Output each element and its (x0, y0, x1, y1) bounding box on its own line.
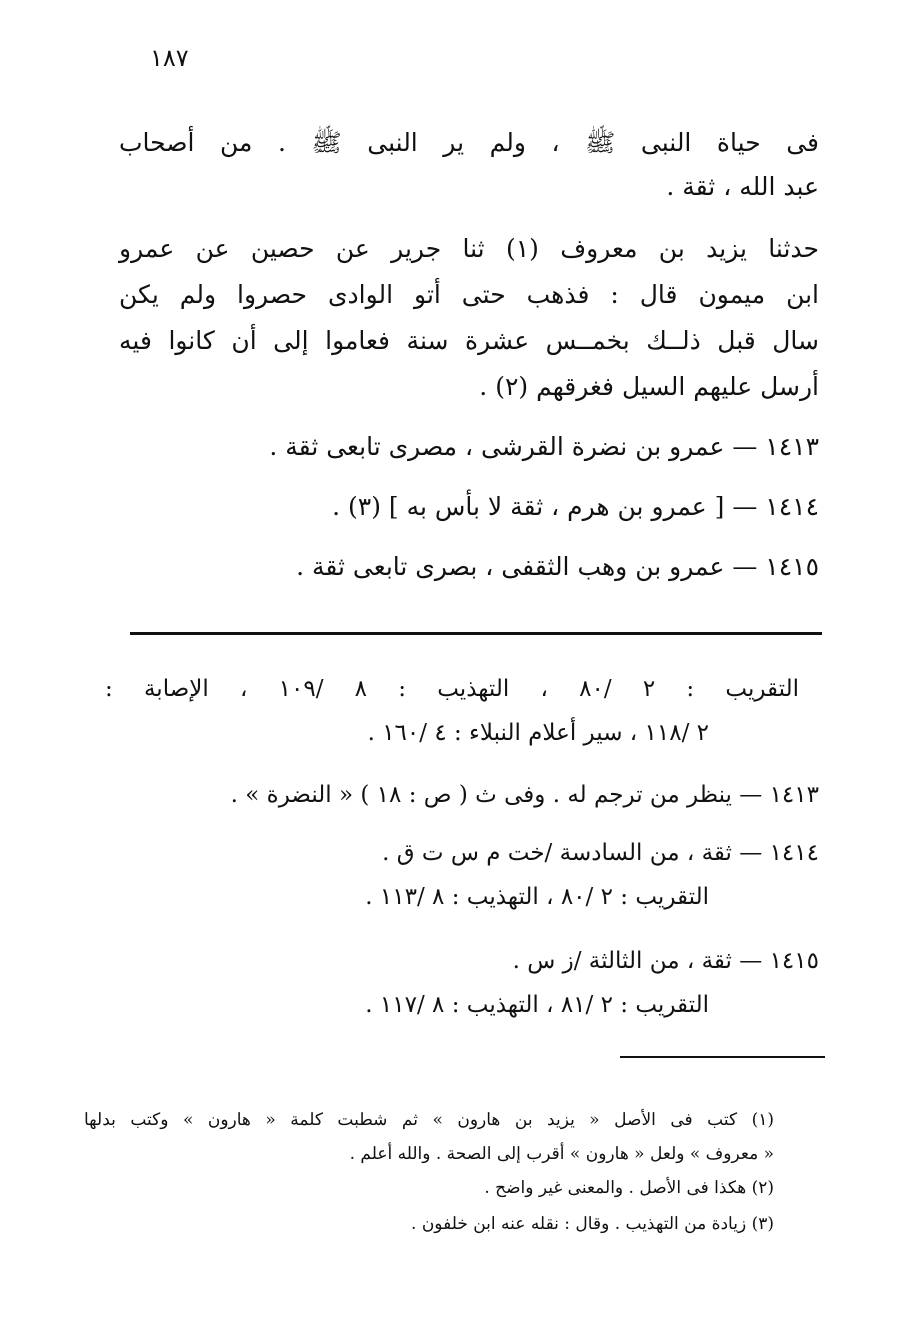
footnote: (١) كتب فى الأصل « يزيد بن هارون » ثم شطبت كلمة « هارون » وكتب بدلها (84, 1110, 774, 1130)
note-line: ٢ /١١٨ ، سير أعلام النبلاء : ٤ /١٦٠ . (367, 720, 709, 746)
main-line: حدثنا يزيد بن معروف (١) ثنا جرير عن حصين عن عمرو (119, 234, 819, 263)
note-line: التقريب : ٢ /٨١ ، التهذيب : ٨ /١١٧ . (365, 992, 709, 1018)
main-line: فى حياة النبى ﷺ ، ولم ير النبى ﷺ . من أصحاب (119, 128, 819, 157)
note-line: التقريب : ٢ /٨٠ ، التهذيب : ٨ /١٠٩ ، الإصابة : (105, 676, 800, 702)
main-line: سال قبل ذلــك بخمــس عشرة سنة فعاموا إلى أن كانوا فيه (119, 326, 819, 355)
note-line: التقريب : ٢ /٨٠ ، التهذيب : ٨ /١١٣ . (365, 884, 709, 910)
main-line: ابن ميمون قال : فذهب حتى أتو الوادى حصروا ولم يكن (119, 280, 819, 309)
entry-1415: ١٤١٥ — عمرو بن وهب الثقفى ، بصرى تابعى ثقة . (296, 552, 819, 581)
footnote: (٣) زيادة من التهذيب . وقال : نقله عنه ابن خلفون . (411, 1214, 774, 1234)
note-1414: ١٤١٤ — ثقة ، من السادسة /خت م س ت ق . (382, 840, 819, 866)
footnote-divider (620, 1056, 825, 1058)
notes-divider (130, 632, 822, 635)
entry-1413: ١٤١٣ — عمرو بن نضرة القرشى ، مصرى تابعى ثقة . (269, 432, 819, 461)
note-1413: ١٤١٣ — ينظر من ترجم له . وفى ث ( ص : ١٨ ) « النضرة » . (230, 782, 819, 808)
note-1415: ١٤١٥ — ثقة ، من الثالثة /ز س . (512, 948, 819, 974)
page-number: ١٨٧ (150, 44, 189, 72)
main-line: أرسل عليهم السيل فغرقهم (٢) . (479, 372, 819, 401)
entry-1414: ١٤١٤ — [ عمرو بن هرم ، ثقة لا بأس به ] (٣) . (332, 492, 819, 521)
footnote: (٢) هكذا فى الأصل . والمعنى غير واضح . (484, 1178, 774, 1198)
main-line: عبد الله ، ثقة . (666, 172, 819, 201)
footnote: « معروف » ولعل « هارون » أقرب إلى الصحة . والله أعلم . (349, 1144, 774, 1164)
